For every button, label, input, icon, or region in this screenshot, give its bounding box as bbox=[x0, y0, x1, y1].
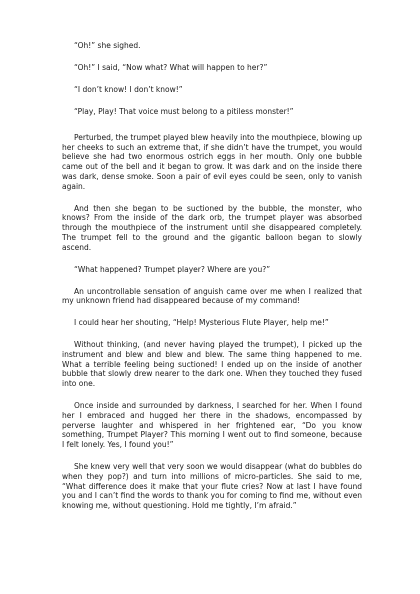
dialogue-line: “Oh!” I said, “Now what? What will happen to her?” bbox=[74, 62, 268, 72]
paragraph: She knew very well that very soon we would disappear (what do bubbles do when they pop?) and turn into millions of micro-particles. She said to me, “What difference does it make that your flute cries? Now at last I have found you and I can’t find the words to thank you for coming to find me, without even knowing me, without questioning. Hold me tightly, I’m afraid.” bbox=[62, 462, 362, 511]
dialogue-line: “What happened? Trumpet player? Where are you?” bbox=[74, 264, 271, 274]
dialogue-line: “Play, Play! That voice must belong to a pitiless monster!” bbox=[74, 106, 294, 116]
paragraph: And then she began to be suctioned by the bubble, the monster, who knows? From the inside of the dark orb, the trumpet player was absorbed through the mouthpiece of the instrument until she disappeared completely. The trumpet fell to the ground and the gigantic balloon began to slowly ascend. bbox=[62, 203, 362, 252]
dialogue-line: “I don’t know! I don’t know!” bbox=[74, 84, 183, 94]
paragraph: An uncontrollable sensation of anguish came over me when I realized that my unknown friend had disappeared because of my command! bbox=[62, 286, 362, 306]
paragraph: Once inside and surrounded by darkness, I searched for her. When I found her I embraced and hugged her there in the shadows, encompassed by perverse laughter and whispered in her frightened ear, “Do you know something, Trumpet Player? This morning I went out to find someone, because I felt lonely. Yes, I found you!” bbox=[62, 401, 362, 450]
dialogue-line: I could hear her shouting, “Help! Mysterious Flute Player, help me!” bbox=[74, 318, 329, 328]
paragraph: Perturbed, the trumpet played blew heavily into the mouthpiece, blowing up her cheeks to such an extreme that, if she didn’t have the trumpet, you would believe she had two enormous ostrich eggs in her mouth. Only one bubble came out of the bell and it began to grow. It was dark and on the inside there was dark, dense smoke. Soon a pair of evil eyes could be seen, only to vanish again. bbox=[62, 132, 362, 191]
paragraph: Without thinking, (and never having played the trumpet), I picked up the instrument and blew and blew and blew. The same thing happened to me. What a terrible feeling being suctioned! I ended up on the inside of another bubble that slowly drew nearer to the dark one. When they touched they fused into one. bbox=[62, 340, 362, 389]
story-text bbox=[62, 41, 362, 523]
dialogue-line: “Oh!” she sighed. bbox=[74, 41, 141, 50]
